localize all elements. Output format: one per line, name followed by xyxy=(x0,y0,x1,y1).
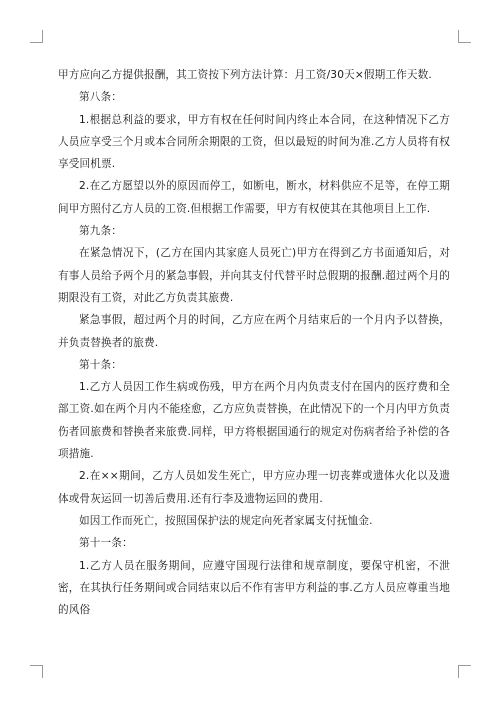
crop-mark-top-right xyxy=(458,30,471,43)
article-heading: 第九条： xyxy=(79,225,122,238)
crop-mark-top-left xyxy=(30,30,43,43)
paragraph: 1.乙方人员在服务期间，应遵守国现行法律和规章制度，要保守机密，不泄密，在其执行任务期间或合同结束以后不作有害甲方利益的事.乙方人员应尊重当地的风俗 xyxy=(58,559,450,617)
paragraph: 2.在乙方愿望以外的原因而停工，如断电，断水，材料供应不足等，在停工期间甲方照付乙方人员的工资.但根据工作需要，甲方有权使其在其他项目上工作. xyxy=(58,180,450,215)
document-body xyxy=(58,64,450,621)
crop-mark-bottom-right xyxy=(458,665,471,678)
article-heading: 第八条： xyxy=(79,91,122,104)
article-heading: 第十一条： xyxy=(79,537,133,550)
paragraph: 2.在××期间，乙方人员如发生死亡，甲方应办理一切丧葬或遗体火化以及遗体或骨灰运回一切善后费用.还有行李及遗物运回的费用. xyxy=(58,470,450,505)
paragraph: 如因工作而死亡，按照国保护法的规定向死者家属支付抚恤金. xyxy=(79,514,373,527)
paragraph: 甲方应向乙方提供报酬，其工资按下列方法计算：月工资/30天×假期工作天数. xyxy=(58,69,432,81)
crop-mark-bottom-left xyxy=(30,665,43,678)
paragraph: 1.根据总利益的要求，甲方有权在任何时间内终止本合同，在这种情况下乙方人员应享受三个月或本合同所余期限的工资，但以最短的时间为准.乙方人员将有权享受回机票. xyxy=(58,113,450,171)
paragraph: 1.乙方人员因工作生病或伤残，甲方在两个月内负责支付在国内的医疗费和全部工资.如在两个月内不能痊愈，乙方应负责替换，在此情况下的一个月内甲方负责伤者回旅费和替换者来旅费.同样，甲方将根据国通行的规定对伤病者给予补偿的各项措施. xyxy=(58,381,450,461)
article-heading: 第十条： xyxy=(79,358,122,371)
paragraph: 紧急事假，超过两个月的时间，乙方应在两个月结束后的一个月内予以替换，并负责替换者的旅费. xyxy=(58,314,450,349)
paragraph: 在紧急情况下，(乙方在国内其家庭人员死亡)甲方在得到乙方书面通知后，对有事人员给予两个月的紧急事假，并向其支付代替平时总假期的报酬.超过两个月的期限没有工资，对此乙方负责其旅费. xyxy=(58,247,450,304)
